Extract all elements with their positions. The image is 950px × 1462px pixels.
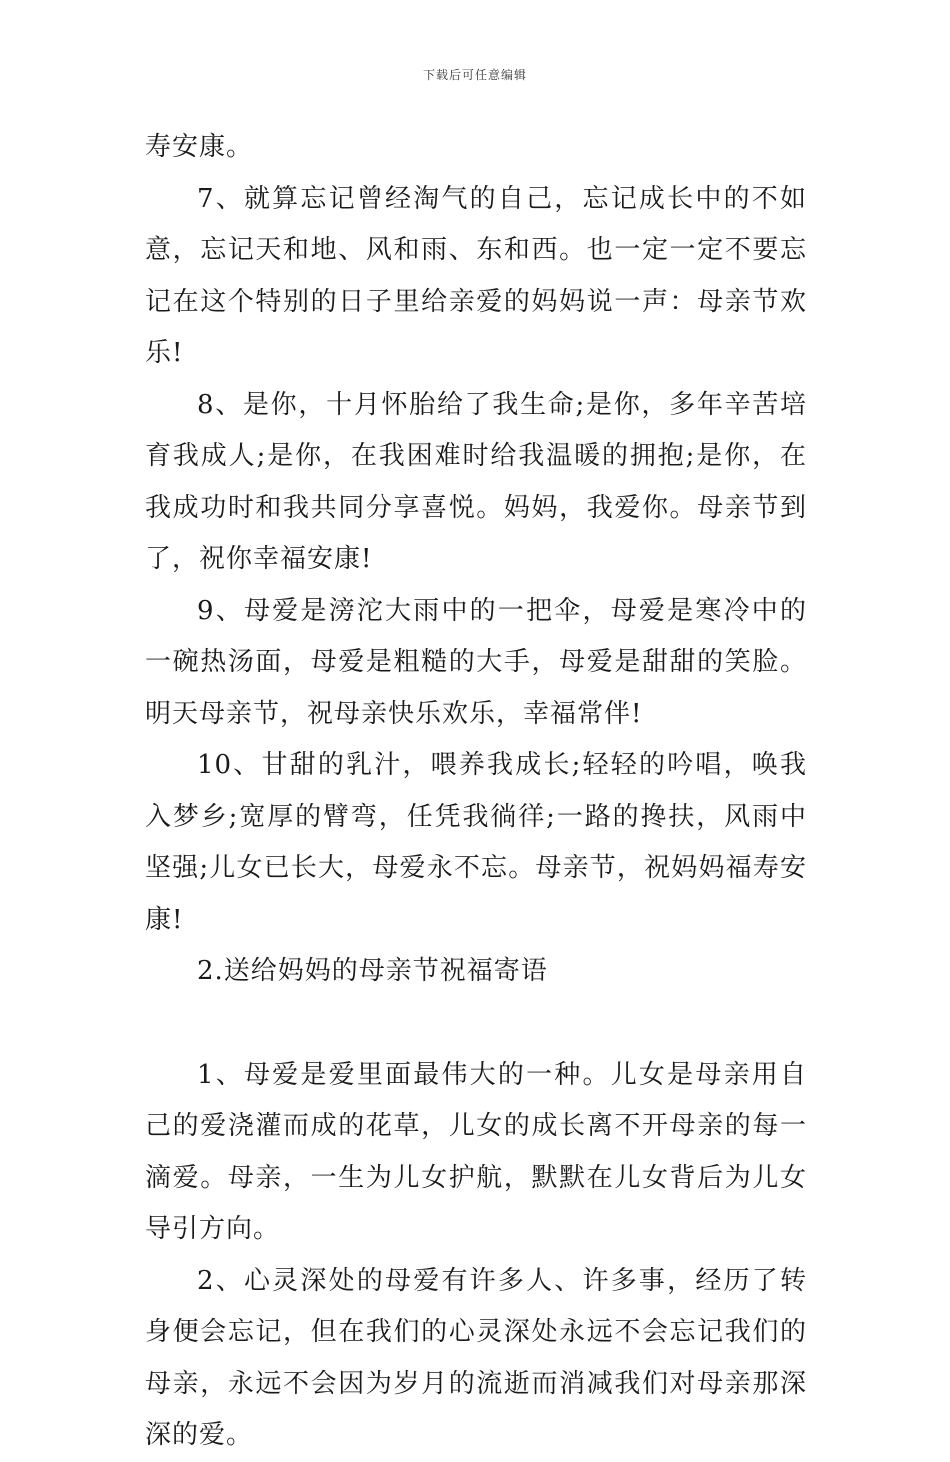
page-header-note: 下载后可任意编辑 bbox=[422, 68, 527, 82]
paragraph-item-9: 9、母爱是滂沱大雨中的一把伞，母爱是寒冷中的一碗热汤面，母爱是粗糙的大手，母爱是甜甜的笑脸。明天母亲节，祝母亲快乐欢乐，幸福常伴! bbox=[145, 595, 807, 729]
paragraph-continuation: 寿安康。 bbox=[145, 132, 254, 162]
section-heading: 2.送给妈妈的母亲节祝福寄语 bbox=[197, 956, 548, 986]
document-body bbox=[145, 122, 807, 1462]
paragraph-section-item-2: 2、心灵深处的母爱有许多人、许多事，经历了转身便会忘记，但在我们的心灵深处永远不会忘记我们的母亲，永远不会因为岁月的流逝而消减我们对母亲那深深的爱。 bbox=[145, 1265, 807, 1450]
paragraph-item-10: 10、甘甜的乳汁，喂养我成长;轻轻的吟唱，唤我入梦乡;宽厚的臂弯，任凭我徜徉;一路的搀扶，风雨中坚强;儿女已长大，母爱永不忘。母亲节，祝妈妈福寿安康! bbox=[145, 750, 807, 935]
blank-line-spacer bbox=[145, 998, 807, 1050]
paragraph-item-8: 8、是你，十月怀胎给了我生命;是你，多年辛苦培育我成人;是你，在我困难时给我温暖的拥抱;是你，在我成功时和我共同分享喜悦。妈妈，我爱你。母亲节到了，祝你幸福安康! bbox=[145, 389, 807, 574]
paragraph-item-7: 7、就算忘记曾经淘气的自己，忘记成长中的不如意，忘记天和地、风和雨、东和西。也一定一定不要忘记在这个特别的日子里给亲爱的妈妈说一声：母亲节欢乐! bbox=[145, 183, 807, 368]
paragraph-section-item-1: 1、母爱是爱里面最伟大的一种。儿女是母亲用自己的爱浇灌而成的花草，儿女的成长离不开母亲的每一滴爱。母亲，一生为儿女护航，默默在儿女背后为儿女导引方向。 bbox=[145, 1059, 807, 1244]
